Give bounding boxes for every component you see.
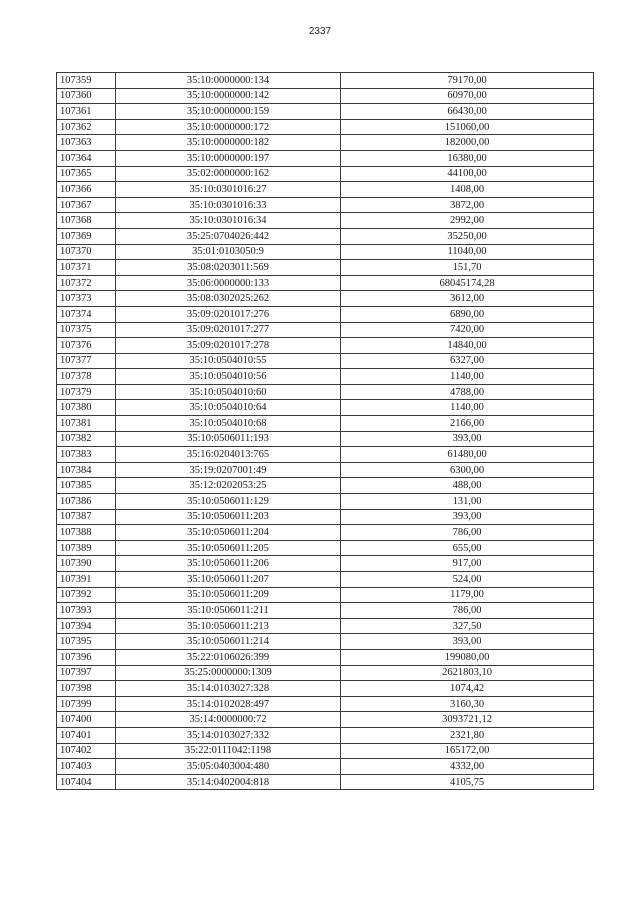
row-number-cell: 107363 — [57, 135, 116, 151]
row-number-cell: 107392 — [57, 587, 116, 603]
cadastral-number-cell: 35:22:0111042:1198 — [116, 743, 341, 759]
cadastral-number-cell: 35:05:0403004:480 — [116, 759, 341, 775]
table-row — [57, 556, 594, 572]
table-row — [57, 540, 594, 556]
value-cell: 2621803,10 — [341, 665, 594, 681]
table-row — [57, 525, 594, 541]
table-row — [57, 712, 594, 728]
cadastral-number-cell: 35:10:0506011:129 — [116, 494, 341, 510]
value-cell: 6327,00 — [341, 353, 594, 369]
value-cell: 35250,00 — [341, 228, 594, 244]
table-row — [57, 665, 594, 681]
table-row — [57, 228, 594, 244]
cadastral-number-cell: 35:10:0506011:204 — [116, 525, 341, 541]
table-row — [57, 572, 594, 588]
cadastral-number-cell: 35:10:0506011:207 — [116, 572, 341, 588]
row-number-cell: 107393 — [57, 603, 116, 619]
table-row — [57, 197, 594, 213]
row-number-cell: 107364 — [57, 150, 116, 166]
row-number-cell: 107386 — [57, 494, 116, 510]
value-cell: 60970,00 — [341, 88, 594, 104]
value-cell: 16380,00 — [341, 150, 594, 166]
table-row — [57, 275, 594, 291]
cadastral-number-cell: 35:10:0000000:182 — [116, 135, 341, 151]
value-cell: 2321,80 — [341, 727, 594, 743]
value-cell: 2166,00 — [341, 416, 594, 432]
value-cell: 165172,00 — [341, 743, 594, 759]
value-cell: 786,00 — [341, 603, 594, 619]
row-number-cell: 107367 — [57, 197, 116, 213]
cadastral-number-cell: 35:14:0103027:328 — [116, 681, 341, 697]
cadastral-number-cell: 35:08:0302025:262 — [116, 291, 341, 307]
cadastral-number-cell: 35:10:0506011:206 — [116, 556, 341, 572]
cadastral-number-cell: 35:10:0506011:214 — [116, 634, 341, 650]
cadastral-number-cell: 35:09:0201017:276 — [116, 306, 341, 322]
row-number-cell: 107388 — [57, 525, 116, 541]
row-number-cell: 107370 — [57, 244, 116, 260]
row-number-cell: 107371 — [57, 260, 116, 276]
table-row — [57, 774, 594, 790]
row-number-cell: 107380 — [57, 400, 116, 416]
registry-table-body — [57, 73, 594, 790]
value-cell: 655,00 — [341, 540, 594, 556]
table-row — [57, 759, 594, 775]
table-row — [57, 119, 594, 135]
value-cell: 7420,00 — [341, 322, 594, 338]
row-number-cell: 107395 — [57, 634, 116, 650]
row-number-cell: 107389 — [57, 540, 116, 556]
cadastral-number-cell: 35:10:0506011:213 — [116, 618, 341, 634]
table-row — [57, 182, 594, 198]
table-row — [57, 400, 594, 416]
row-number-cell: 107376 — [57, 338, 116, 354]
table-row — [57, 150, 594, 166]
value-cell: 1408,00 — [341, 182, 594, 198]
cadastral-number-cell: 35:10:0504010:55 — [116, 353, 341, 369]
value-cell: 6300,00 — [341, 462, 594, 478]
value-cell: 3612,00 — [341, 291, 594, 307]
cadastral-number-cell: 35:14:0000000:72 — [116, 712, 341, 728]
table-row — [57, 509, 594, 525]
table-row — [57, 634, 594, 650]
cadastral-number-cell: 35:10:0000000:142 — [116, 88, 341, 104]
cadastral-number-cell: 35:10:0504010:56 — [116, 369, 341, 385]
table-row — [57, 369, 594, 385]
value-cell: 393,00 — [341, 431, 594, 447]
row-number-cell: 107387 — [57, 509, 116, 525]
row-number-cell: 107394 — [57, 618, 116, 634]
table-row — [57, 306, 594, 322]
cadastral-number-cell: 35:10:0506011:203 — [116, 509, 341, 525]
value-cell: 4105,75 — [341, 774, 594, 790]
table-row — [57, 587, 594, 603]
table-row — [57, 88, 594, 104]
value-cell: 79170,00 — [341, 73, 594, 89]
table-row — [57, 649, 594, 665]
cadastral-number-cell: 35:09:0201017:278 — [116, 338, 341, 354]
row-number-cell: 107375 — [57, 322, 116, 338]
row-number-cell: 107373 — [57, 291, 116, 307]
table-row — [57, 244, 594, 260]
table-row — [57, 104, 594, 120]
table-row — [57, 260, 594, 276]
value-cell: 4788,00 — [341, 384, 594, 400]
cadastral-number-cell: 35:12:0202053:25 — [116, 478, 341, 494]
value-cell: 1140,00 — [341, 369, 594, 385]
row-number-cell: 107399 — [57, 696, 116, 712]
row-number-cell: 107366 — [57, 182, 116, 198]
value-cell: 488,00 — [341, 478, 594, 494]
row-number-cell: 107391 — [57, 572, 116, 588]
row-number-cell: 107402 — [57, 743, 116, 759]
row-number-cell: 107368 — [57, 213, 116, 229]
row-number-cell: 107381 — [57, 416, 116, 432]
value-cell: 393,00 — [341, 634, 594, 650]
row-number-cell: 107396 — [57, 649, 116, 665]
row-number-cell: 107374 — [57, 306, 116, 322]
value-cell: 786,00 — [341, 525, 594, 541]
cadastral-number-cell: 35:10:0000000:159 — [116, 104, 341, 120]
cadastral-number-cell: 35:25:0000000:1309 — [116, 665, 341, 681]
value-cell: 11040,00 — [341, 244, 594, 260]
cadastral-number-cell: 35:14:0402004:818 — [116, 774, 341, 790]
row-number-cell: 107360 — [57, 88, 116, 104]
value-cell: 61480,00 — [341, 447, 594, 463]
value-cell: 3160,30 — [341, 696, 594, 712]
cadastral-number-cell: 35:01:0103050:9 — [116, 244, 341, 260]
row-number-cell: 107398 — [57, 681, 116, 697]
value-cell: 2992,00 — [341, 213, 594, 229]
table-row — [57, 431, 594, 447]
cadastral-number-cell: 35:25:0704026:442 — [116, 228, 341, 244]
value-cell: 1179,00 — [341, 587, 594, 603]
cadastral-number-cell: 35:19:0207001:49 — [116, 462, 341, 478]
cadastral-number-cell: 35:10:0000000:172 — [116, 119, 341, 135]
value-cell: 151060,00 — [341, 119, 594, 135]
value-cell: 199080,00 — [341, 649, 594, 665]
row-number-cell: 107382 — [57, 431, 116, 447]
value-cell: 3093721,12 — [341, 712, 594, 728]
row-number-cell: 107403 — [57, 759, 116, 775]
row-number-cell: 107365 — [57, 166, 116, 182]
row-number-cell: 107361 — [57, 104, 116, 120]
table-row — [57, 494, 594, 510]
cadastral-number-cell: 35:08:0203011:569 — [116, 260, 341, 276]
table-row — [57, 213, 594, 229]
row-number-cell: 107400 — [57, 712, 116, 728]
cadastral-number-cell: 35:16:0204013:765 — [116, 447, 341, 463]
cadastral-number-cell: 35:10:0506011:193 — [116, 431, 341, 447]
value-cell: 3872,00 — [341, 197, 594, 213]
cadastral-number-cell: 35:10:0506011:205 — [116, 540, 341, 556]
row-number-cell: 107404 — [57, 774, 116, 790]
value-cell: 131,00 — [341, 494, 594, 510]
row-number-cell: 107379 — [57, 384, 116, 400]
registry-table — [56, 72, 594, 790]
value-cell: 68045174,28 — [341, 275, 594, 291]
table-row — [57, 384, 594, 400]
table-row — [57, 416, 594, 432]
cadastral-number-cell: 35:10:0000000:197 — [116, 150, 341, 166]
cadastral-number-cell: 35:10:0301016:34 — [116, 213, 341, 229]
table-row — [57, 322, 594, 338]
value-cell: 393,00 — [341, 509, 594, 525]
row-number-cell: 107362 — [57, 119, 116, 135]
cadastral-number-cell: 35:22:0106026:399 — [116, 649, 341, 665]
row-number-cell: 107377 — [57, 353, 116, 369]
table-row — [57, 462, 594, 478]
cadastral-number-cell: 35:14:0103027:332 — [116, 727, 341, 743]
page-number: 2337 — [308, 26, 332, 37]
row-number-cell: 107369 — [57, 228, 116, 244]
cadastral-number-cell: 35:09:0201017:277 — [116, 322, 341, 338]
value-cell: 524,00 — [341, 572, 594, 588]
table-row — [57, 478, 594, 494]
table-row — [57, 166, 594, 182]
value-cell: 917,00 — [341, 556, 594, 572]
table-row — [57, 681, 594, 697]
table-row — [57, 291, 594, 307]
value-cell: 1140,00 — [341, 400, 594, 416]
table-row — [57, 743, 594, 759]
table-row — [57, 353, 594, 369]
row-number-cell: 107383 — [57, 447, 116, 463]
row-number-cell: 107390 — [57, 556, 116, 572]
cadastral-number-cell: 35:10:0506011:211 — [116, 603, 341, 619]
cadastral-number-cell: 35:10:0504010:64 — [116, 400, 341, 416]
cadastral-number-cell: 35:10:0000000:134 — [116, 73, 341, 89]
value-cell: 4332,00 — [341, 759, 594, 775]
table-row — [57, 73, 594, 89]
cadastral-number-cell: 35:10:0504010:68 — [116, 416, 341, 432]
cadastral-number-cell: 35:06:0000000:133 — [116, 275, 341, 291]
table-row — [57, 618, 594, 634]
table-row — [57, 135, 594, 151]
row-number-cell: 107385 — [57, 478, 116, 494]
value-cell: 151,70 — [341, 260, 594, 276]
value-cell: 327,50 — [341, 618, 594, 634]
cadastral-number-cell: 35:02:0000000:162 — [116, 166, 341, 182]
table-row — [57, 727, 594, 743]
value-cell: 1074,42 — [341, 681, 594, 697]
row-number-cell: 107359 — [57, 73, 116, 89]
row-number-cell: 107401 — [57, 727, 116, 743]
cadastral-number-cell: 35:10:0504010:60 — [116, 384, 341, 400]
row-number-cell: 107384 — [57, 462, 116, 478]
cadastral-number-cell: 35:14:0102028:497 — [116, 696, 341, 712]
value-cell: 182000,00 — [341, 135, 594, 151]
table-row — [57, 603, 594, 619]
row-number-cell: 107378 — [57, 369, 116, 385]
value-cell: 44100,00 — [341, 166, 594, 182]
value-cell: 14840,00 — [341, 338, 594, 354]
row-number-cell: 107397 — [57, 665, 116, 681]
row-number-cell: 107372 — [57, 275, 116, 291]
value-cell: 6890,00 — [341, 306, 594, 322]
table-row — [57, 696, 594, 712]
cadastral-number-cell: 35:10:0301016:27 — [116, 182, 341, 198]
value-cell: 66430,00 — [341, 104, 594, 120]
table-row — [57, 338, 594, 354]
table-row — [57, 447, 594, 463]
cadastral-number-cell: 35:10:0301016:33 — [116, 197, 341, 213]
cadastral-number-cell: 35:10:0506011:209 — [116, 587, 341, 603]
